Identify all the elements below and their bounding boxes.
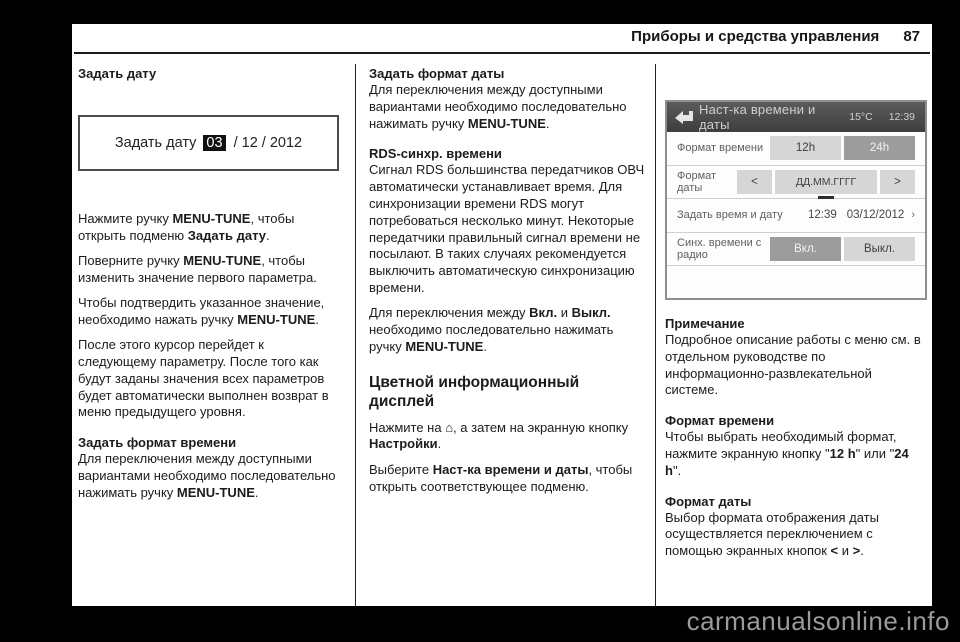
set-date-label: Задать дату	[114, 135, 197, 151]
return-arrow-icon	[675, 110, 694, 125]
heading-set-time-format: Задать формат времени	[78, 435, 237, 451]
paragraph: Выбор формата отображения даты осуществляется переключением с помощью экранных кнопок < и >.	[665, 509, 879, 559]
column-middle	[355, 64, 655, 606]
page-header	[631, 28, 920, 45]
row-label: Задать время и дату	[677, 209, 783, 222]
row-date-format	[667, 166, 925, 200]
button-off[interactable]: Выкл.	[844, 237, 915, 261]
manual-page	[72, 24, 932, 606]
infotainment-screenshot	[665, 100, 927, 300]
screen-titlebar	[667, 102, 925, 132]
heading-set-date-format: Задать формат даты	[369, 66, 505, 81]
column-left	[72, 64, 355, 606]
row-label: Формат времени	[677, 142, 764, 155]
button-on[interactable]: Вкл.	[770, 237, 841, 261]
prev-format-button[interactable]: <	[737, 170, 772, 194]
date-format-text: ДД.ММ.ГГГГ	[795, 175, 857, 188]
heading-date-format: Формат даты	[665, 493, 752, 509]
figure-set-date	[78, 93, 345, 197]
screen-title: Наст-ка времени и даты	[699, 102, 816, 132]
chapter-title: Приборы и средства управления	[631, 28, 880, 45]
columns	[72, 64, 932, 606]
paragraph: Для переключения между доступными вариантами необходимо последовательно нажимать ручку MENU-TUNE.	[78, 451, 336, 500]
header-rule	[74, 52, 930, 54]
heading-set-date: Задать дату	[78, 66, 157, 81]
heading-color-display: Цветной информационный дисплей	[369, 373, 580, 410]
note-paragraph: Подробное описание работы с меню см. в отдельном руководстве по информационно-развлекательной системе.	[665, 332, 921, 398]
row-label: Синх. времени с радио	[677, 236, 762, 261]
row-radio-sync	[667, 233, 925, 267]
row-time-format	[667, 132, 925, 166]
selected-day-value: 03	[203, 135, 225, 151]
page-number: 87	[903, 28, 920, 45]
paragraph: Для переключения между Вкл. и Выкл. необходимо последовательно нажимать ручку MENU-TUNE.	[369, 305, 614, 354]
paragraph: Выберите Наст-ка времени и даты, чтобы открыть соответствующее подменю.	[369, 461, 633, 494]
date-format-value	[775, 170, 877, 194]
paragraph: Нажмите ручку MENU-TUNE, чтобы открыть подменю Задать дату.	[78, 211, 295, 243]
row-label: Формат даты	[677, 169, 717, 194]
date-rest: / 12 / 2012	[229, 135, 303, 151]
button-24h[interactable]: 24h	[844, 136, 915, 160]
set-date-display	[78, 115, 339, 171]
next-format-button[interactable]: >	[880, 170, 915, 194]
chevron-right-icon: ›	[911, 209, 915, 222]
note-heading: Примечание	[665, 316, 745, 331]
back-button[interactable]	[675, 110, 699, 125]
paragraph: Сигнал RDS большинства передатчиков ОВЧ автоматически устанавливает время. Для синхронизации времени RDS могут потребоваться несколько минут. Некоторые передатчики правильный сигнал времени не посылают. В таких случаях рекомендуется выключить автоматическую синхронизацию времени.	[369, 162, 645, 295]
clock-readout: 12:39	[888, 111, 915, 123]
column-right	[655, 64, 932, 606]
paragraph: После этого курсор перейдет к следующему параметру. После того как будут заданы значения всех параметров будет автоматически выполнен возврат в меню предыдущего уровня.	[78, 337, 329, 420]
paragraph: Нажмите на ⌂, а затем на экранную кнопку Настройки.	[369, 419, 629, 452]
paragraph: Поверните ручку MENU-TUNE, чтобы изменить значение первого параметра.	[78, 253, 317, 285]
paragraph: Чтобы выбрать необходимый формат, нажмите экранную кнопку "12 h" или "24 h".	[665, 429, 909, 478]
format-caret	[818, 196, 834, 199]
row-set-time-date[interactable]	[667, 199, 925, 233]
watermark: carmanualsonline.info	[686, 606, 950, 636]
button-12h[interactable]: 12h	[770, 136, 841, 160]
heading-time-format: Формат времени	[665, 413, 775, 429]
time-value: 12:39	[807, 209, 837, 222]
date-value: 03/12/2012	[846, 209, 905, 222]
time-date-value	[808, 209, 915, 221]
paragraph: Чтобы подтвердить указанное значение, необходимо нажать ручку MENU-TUNE.	[78, 295, 325, 327]
temperature-readout: 15°C	[849, 111, 873, 123]
paragraph: Для переключения между доступными вариантами необходимо последовательно нажимать ручку MENU-TUNE.	[369, 82, 627, 131]
heading-rds-sync: RDS-синхр. времени	[369, 146, 502, 162]
